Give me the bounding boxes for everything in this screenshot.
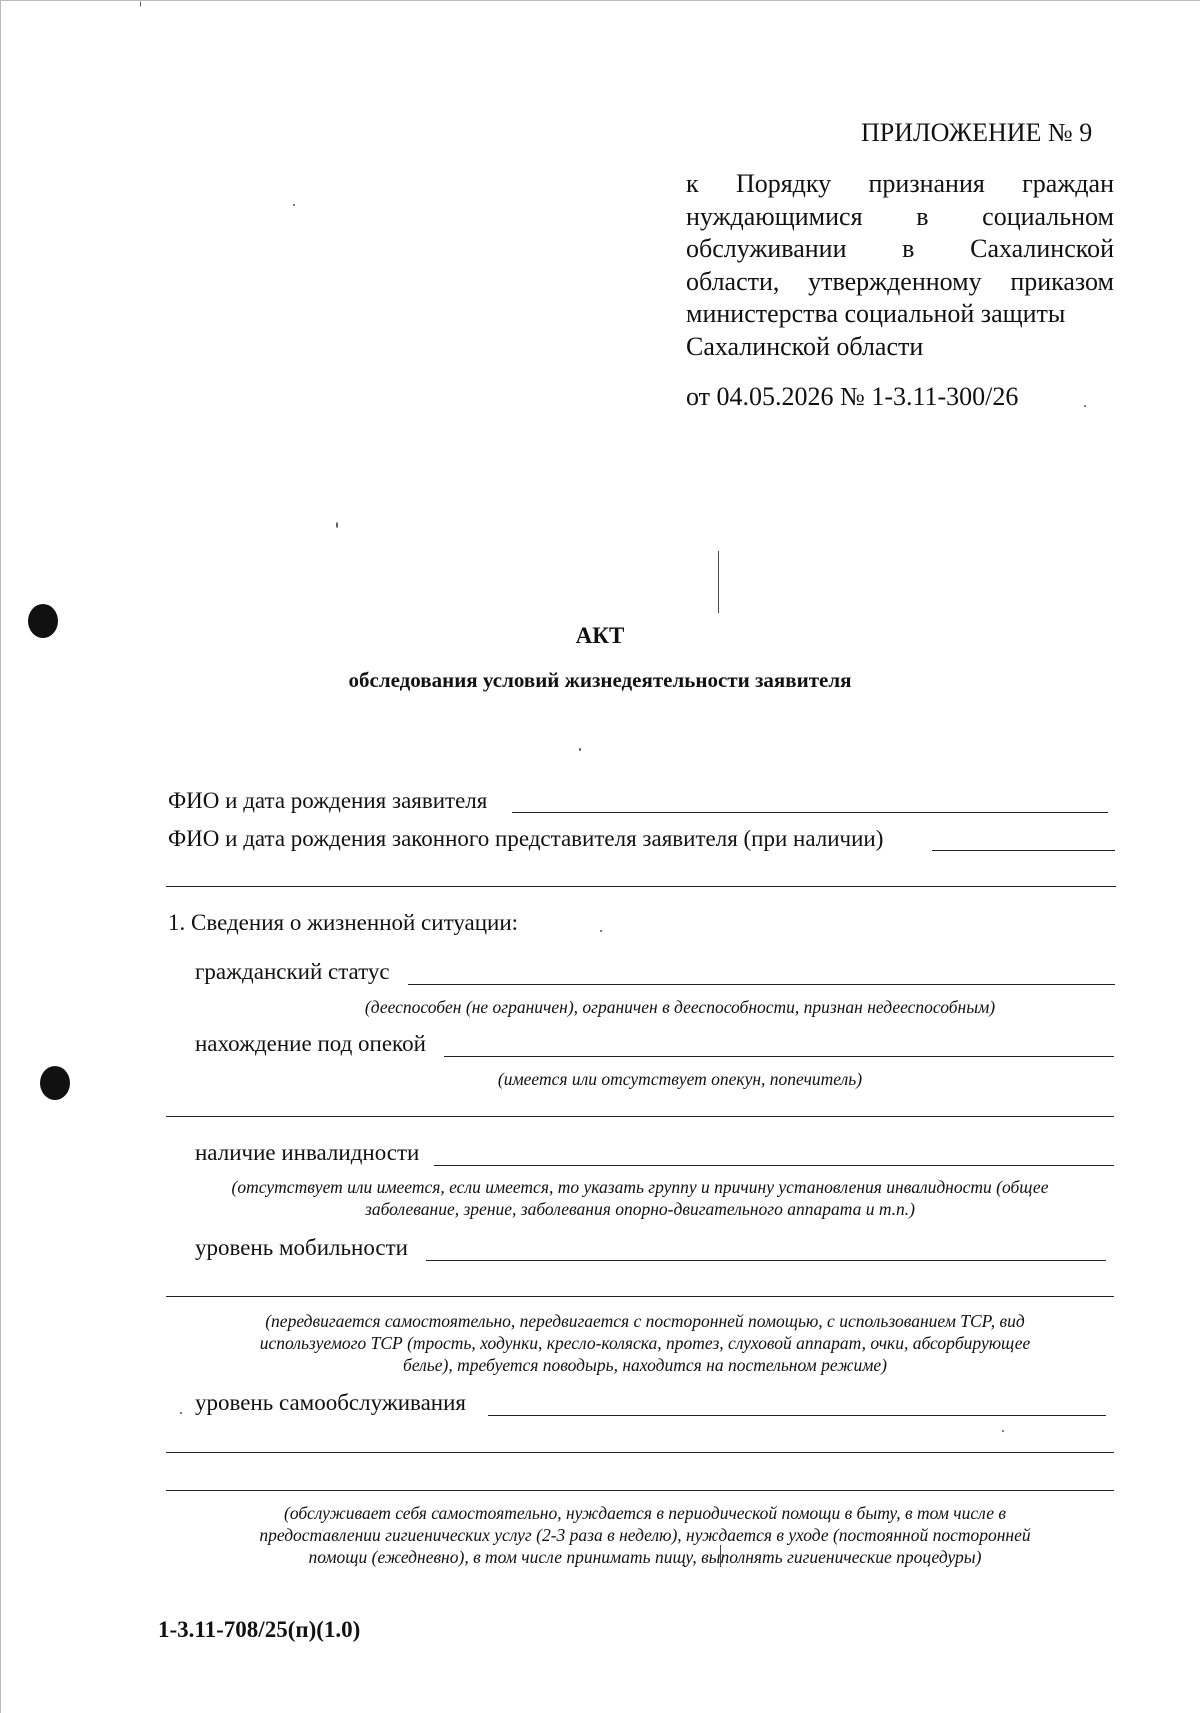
document-code: 1-3.11-708/25(п)(1.0) — [158, 1617, 361, 1642]
scan-speck — [579, 748, 581, 751]
disability-hint — [160, 1176, 1120, 1220]
appendix-intro-line: Сахалинской области — [686, 331, 924, 361]
guardianship-field-line-2[interactable] — [166, 1116, 1114, 1117]
mobility-label: уровень мобильности — [195, 1235, 408, 1260]
scan-mark — [718, 551, 719, 613]
civil-status-hint: (дееспособен (не ограничен), ограничен в дееспособности, признан недееспособным) — [364, 997, 996, 1017]
mobility-field-line-2[interactable] — [166, 1296, 1114, 1297]
selfcare-field-line-2[interactable] — [166, 1452, 1114, 1453]
scan-edge-left — [0, 0, 1, 1713]
appendix-intro-line: министерства социальной защиты — [686, 299, 1066, 329]
selfcare-hint-line: помощи (ежедневно), в том числе принимать пищу, выполнять гигиенические процедуры) — [308, 1547, 982, 1567]
guardianship-hint: (имеется или отсутствует опекун, попечитель) — [497, 1069, 863, 1089]
section-heading: 1. Сведения о жизненной ситуации: — [168, 910, 519, 935]
selfcare-label: уровень самообслуживания — [195, 1390, 466, 1415]
civil-status-field-line[interactable] — [408, 984, 1115, 985]
mobility-hint-line: используемого ТСР (трость, ходунки, кресло-коляска, протез, слуховой аппарат, очки, абсорбирующее — [259, 1333, 1031, 1353]
civil-status-label: гражданский статус — [195, 959, 390, 984]
mobility-field-line[interactable] — [426, 1260, 1106, 1261]
scan-speck — [600, 930, 602, 932]
selfcare-field-line-3[interactable] — [166, 1490, 1114, 1491]
scan-speck — [140, 1, 141, 7]
scan-speck — [1002, 1430, 1004, 1432]
disability-label: наличие инвалидности — [195, 1140, 420, 1165]
appendix-intro — [686, 168, 1114, 364]
appendix-title: ПРИЛОЖЕНИЕ № 9 — [861, 118, 1093, 147]
representative-field-line-2[interactable] — [166, 886, 1116, 887]
selfcare-hint-line: предоставлении гигиенических услуг (2-3 раза в неделю), нуждается в уходе (постоянной посторонней — [259, 1525, 1031, 1545]
selfcare-hint — [170, 1502, 1120, 1568]
punch-hole-bottom — [40, 1066, 70, 1100]
mobility-hint-line: белье), требуется поводырь, находится на постельном режиме) — [403, 1355, 887, 1375]
scan-edge-top — [0, 0, 1200, 1]
representative-label: ФИО и дата рождения законного представителя заявителя (при наличии) — [168, 826, 884, 851]
appendix-intro-line: области, утвержденному приказом — [686, 266, 1114, 296]
mobility-hint — [170, 1310, 1120, 1376]
order-reference: от 04.05.2026 № 1-3.11-300/26 — [686, 382, 1019, 411]
selfcare-field-line[interactable] — [488, 1415, 1106, 1416]
scan-speck — [1084, 405, 1086, 407]
appendix-intro-line: к Порядку признания граждан — [686, 169, 1114, 198]
scan-speck — [336, 522, 338, 528]
disability-hint-line: (отсутствует или имеется, если имеется, то указать группу и причину установления инвалидности (общее — [231, 1177, 1049, 1197]
applicant-field-line[interactable] — [512, 812, 1108, 813]
selfcare-hint-line: (обслуживает себя самостоятельно, нуждается в периодической помощи в быту, в том числе в — [284, 1503, 1006, 1523]
document-subtitle: обследования условий жизнедеятельности заявителя — [348, 668, 852, 692]
appendix-intro-line: обслуживании в Сахалинской — [686, 234, 1114, 264]
representative-field-line[interactable] — [932, 850, 1115, 851]
disability-field-line[interactable] — [434, 1165, 1114, 1166]
disability-hint-line: заболевание, зрение, заболевания опорно-двигательного аппарата и т.п.) — [365, 1199, 915, 1219]
document-title: АКТ — [575, 623, 625, 648]
appendix-intro-line: нуждающимися в социальном — [686, 201, 1114, 231]
mobility-hint-line: (передвигается самостоятельно, передвигается с посторонней помощью, с использованием ТСР, вид — [265, 1311, 1025, 1331]
scan-speck — [180, 1412, 182, 1414]
guardianship-field-line[interactable] — [444, 1056, 1114, 1057]
applicant-label: ФИО и дата рождения заявителя — [168, 788, 488, 813]
scan-speck — [293, 204, 295, 206]
guardianship-label: нахождение под опекой — [195, 1031, 426, 1056]
